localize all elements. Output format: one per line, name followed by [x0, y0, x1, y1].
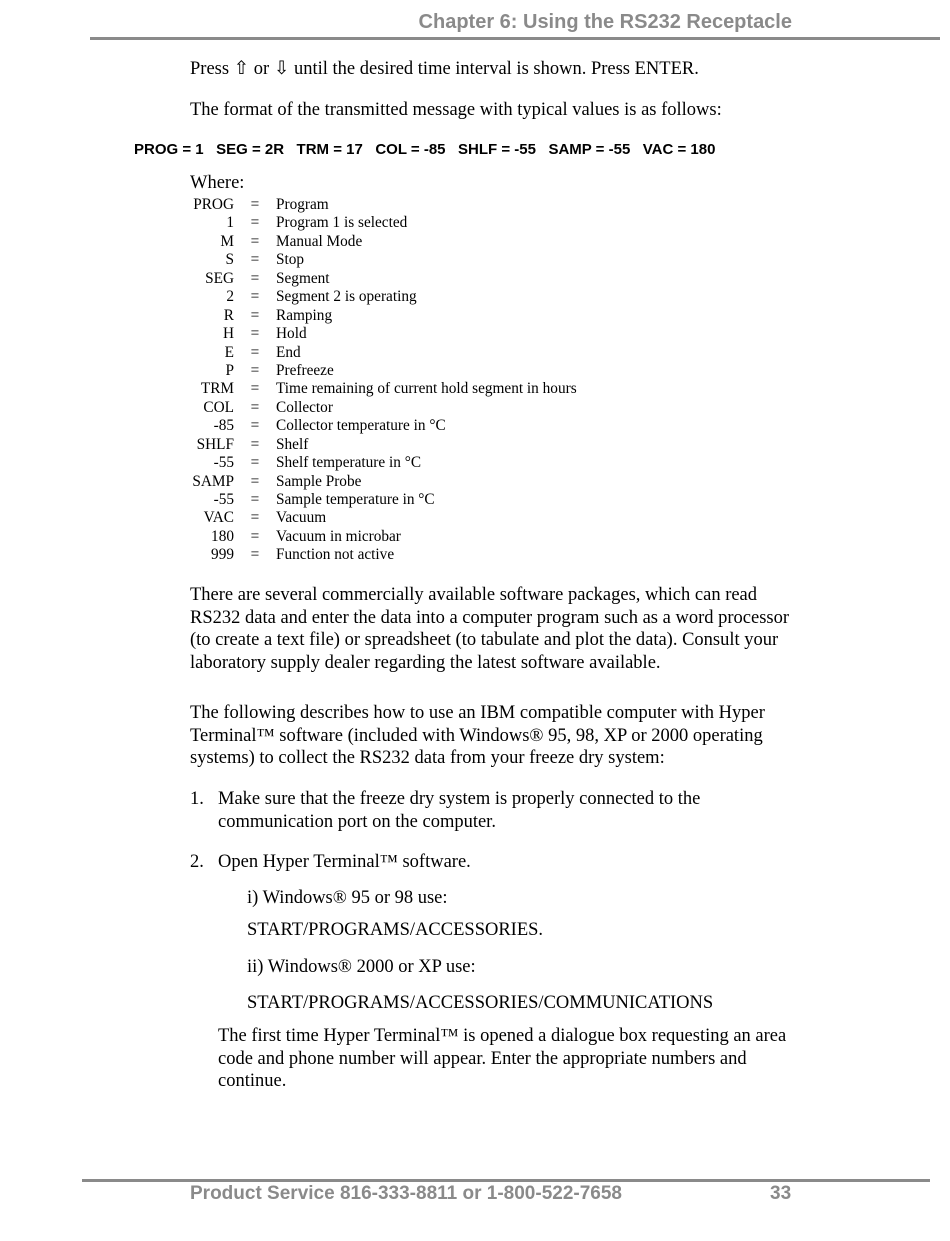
list-number: 1.: [190, 789, 204, 809]
def-code: VAC: [203, 509, 234, 527]
def-description: Ramping: [276, 306, 333, 324]
list-text: Make sure that the freeze dry system is properly connected to the communication port on the computer.: [218, 789, 701, 832]
def-code: -55: [213, 454, 234, 472]
definition-row: [186, 380, 577, 398]
def-code: -55: [213, 491, 234, 508]
list-item: [190, 851, 800, 874]
def-description: Program: [276, 196, 329, 213]
def-equals: =: [250, 232, 260, 250]
def-code: M: [220, 232, 234, 250]
def-equals: =: [250, 472, 260, 490]
def-equals: =: [250, 454, 260, 472]
win95-path: START/PROGRAMS/ACCESSORIES.: [247, 920, 544, 940]
def-code: COL: [203, 398, 234, 416]
definition-row: [186, 251, 577, 269]
def-code: 999: [211, 546, 234, 564]
def-equals: =: [250, 343, 260, 361]
def-description: Hold: [276, 325, 307, 343]
def-description: End: [276, 343, 301, 361]
def-description: Sample temperature in °C: [276, 491, 435, 508]
definition-row: [186, 509, 577, 527]
list-text: Open Hyper Terminal™ software.: [218, 852, 471, 872]
def-equals: =: [250, 417, 260, 435]
where-label: Where:: [190, 173, 245, 193]
def-code: PROG: [193, 196, 234, 213]
page-number: 33: [770, 1183, 792, 1204]
definition-row: [186, 399, 577, 417]
definition-row: [186, 362, 577, 380]
def-code: S: [225, 251, 234, 269]
definition-row: [186, 214, 577, 232]
win2000-path: START/PROGRAMS/ACCESSORIES/COMMUNICATIONS: [247, 993, 714, 1013]
def-code: 180: [211, 527, 234, 545]
def-code: TRM: [200, 380, 234, 398]
definition-row: [186, 344, 577, 362]
list-item: [190, 788, 800, 833]
definition-row: [186, 288, 577, 306]
def-description: Prefreeze: [276, 361, 334, 379]
definition-row: [186, 417, 577, 435]
def-code: -85: [213, 417, 234, 435]
def-equals: =: [250, 196, 260, 213]
def-equals: =: [250, 546, 260, 564]
def-equals: =: [250, 251, 260, 269]
def-equals: =: [250, 325, 260, 343]
message-example: PROG = 1 SEG = 2R TRM = 17 COL = -85 SHLF = -55 SAMP = -55 VAC = 180: [134, 141, 716, 158]
def-description: Segment: [276, 269, 330, 287]
definition-row: [186, 546, 577, 564]
def-description: Shelf: [276, 435, 309, 453]
def-description: Time remaining of current hold segment in hours: [276, 380, 577, 398]
first-time-paragraph: The first time Hyper Terminal™ is opened a dialogue box requesting an area code and phone number will appear. Enter the appropriate numbers and continue.: [218, 1026, 787, 1091]
def-equals: =: [250, 380, 260, 398]
definition-row: [186, 528, 577, 546]
software-paragraph: There are several commercially available software packages, which can read RS232 data and enter the data into a computer program such as a word processor (to create a text file) or spreadsheet (to tabulate and plot the data). Consult your laboratory supply dealer regarding the latest software available.: [190, 585, 790, 673]
hyperterminal-paragraph: The following describes how to use an IBM compatible computer with Hyper Terminal™ software (included with Windows® 95, 98, XP or 2000 operating systems) to collect the RS232 data from your freeze dry system:: [190, 703, 765, 768]
def-code: SAMP: [192, 472, 234, 490]
def-equals: =: [250, 269, 260, 287]
def-code: 1: [226, 214, 234, 232]
format-intro: The format of the transmitted message with typical values is as follows:: [190, 100, 722, 120]
def-code: 2: [226, 288, 234, 306]
definition-row: [186, 196, 577, 214]
def-equals: =: [250, 306, 260, 324]
def-description: Collector temperature in °C: [276, 417, 446, 435]
definition-row: [186, 491, 577, 509]
def-description: Program 1 is selected: [276, 214, 408, 232]
def-code: R: [223, 306, 234, 324]
definition-row: [186, 307, 577, 325]
definition-list: [186, 196, 577, 565]
def-description: Segment 2 is operating: [276, 288, 417, 306]
def-equals: =: [250, 398, 260, 416]
def-code: SEG: [205, 269, 234, 287]
def-equals: =: [250, 509, 260, 527]
def-description: Shelf temperature in °C: [276, 454, 422, 472]
def-equals: =: [250, 435, 260, 453]
def-equals: =: [250, 491, 260, 508]
def-code: SHLF: [196, 435, 234, 453]
def-code: E: [224, 343, 234, 361]
def-description: Vacuum in microbar: [276, 527, 401, 545]
def-equals: =: [250, 288, 260, 306]
def-code: P: [225, 361, 234, 379]
def-description: Stop: [276, 251, 305, 269]
definition-row: [186, 473, 577, 491]
definition-row: [186, 270, 577, 288]
definition-row: [186, 233, 577, 251]
definition-row: [186, 454, 577, 472]
def-equals: =: [250, 361, 260, 379]
def-description: Function not active: [276, 546, 395, 564]
instruction-press: Press ⇧ or ⇩ until the desired time interval is shown. Press ENTER.: [190, 59, 699, 79]
def-equals: =: [250, 527, 260, 545]
definition-row: [186, 436, 577, 454]
def-description: Manual Mode: [276, 232, 363, 250]
definition-row: [186, 325, 577, 343]
product-service-line: Product Service 816-333-8811 or 1-800-522-7658: [190, 1183, 622, 1204]
win95-label: i) Windows® 95 or 98 use:: [247, 888, 448, 908]
list-number: 2.: [190, 852, 204, 872]
def-description: Collector: [276, 398, 333, 416]
chapter-title: Chapter 6: Using the RS232 Receptacle: [418, 11, 792, 33]
win2000-label: ii) Windows® 2000 or XP use:: [247, 957, 476, 977]
def-description: Sample Probe: [276, 472, 362, 490]
def-code: H: [222, 325, 234, 343]
footer-divider: [82, 1179, 930, 1182]
def-description: Vacuum: [276, 509, 327, 527]
header-divider: [90, 37, 940, 40]
def-equals: =: [250, 214, 260, 232]
